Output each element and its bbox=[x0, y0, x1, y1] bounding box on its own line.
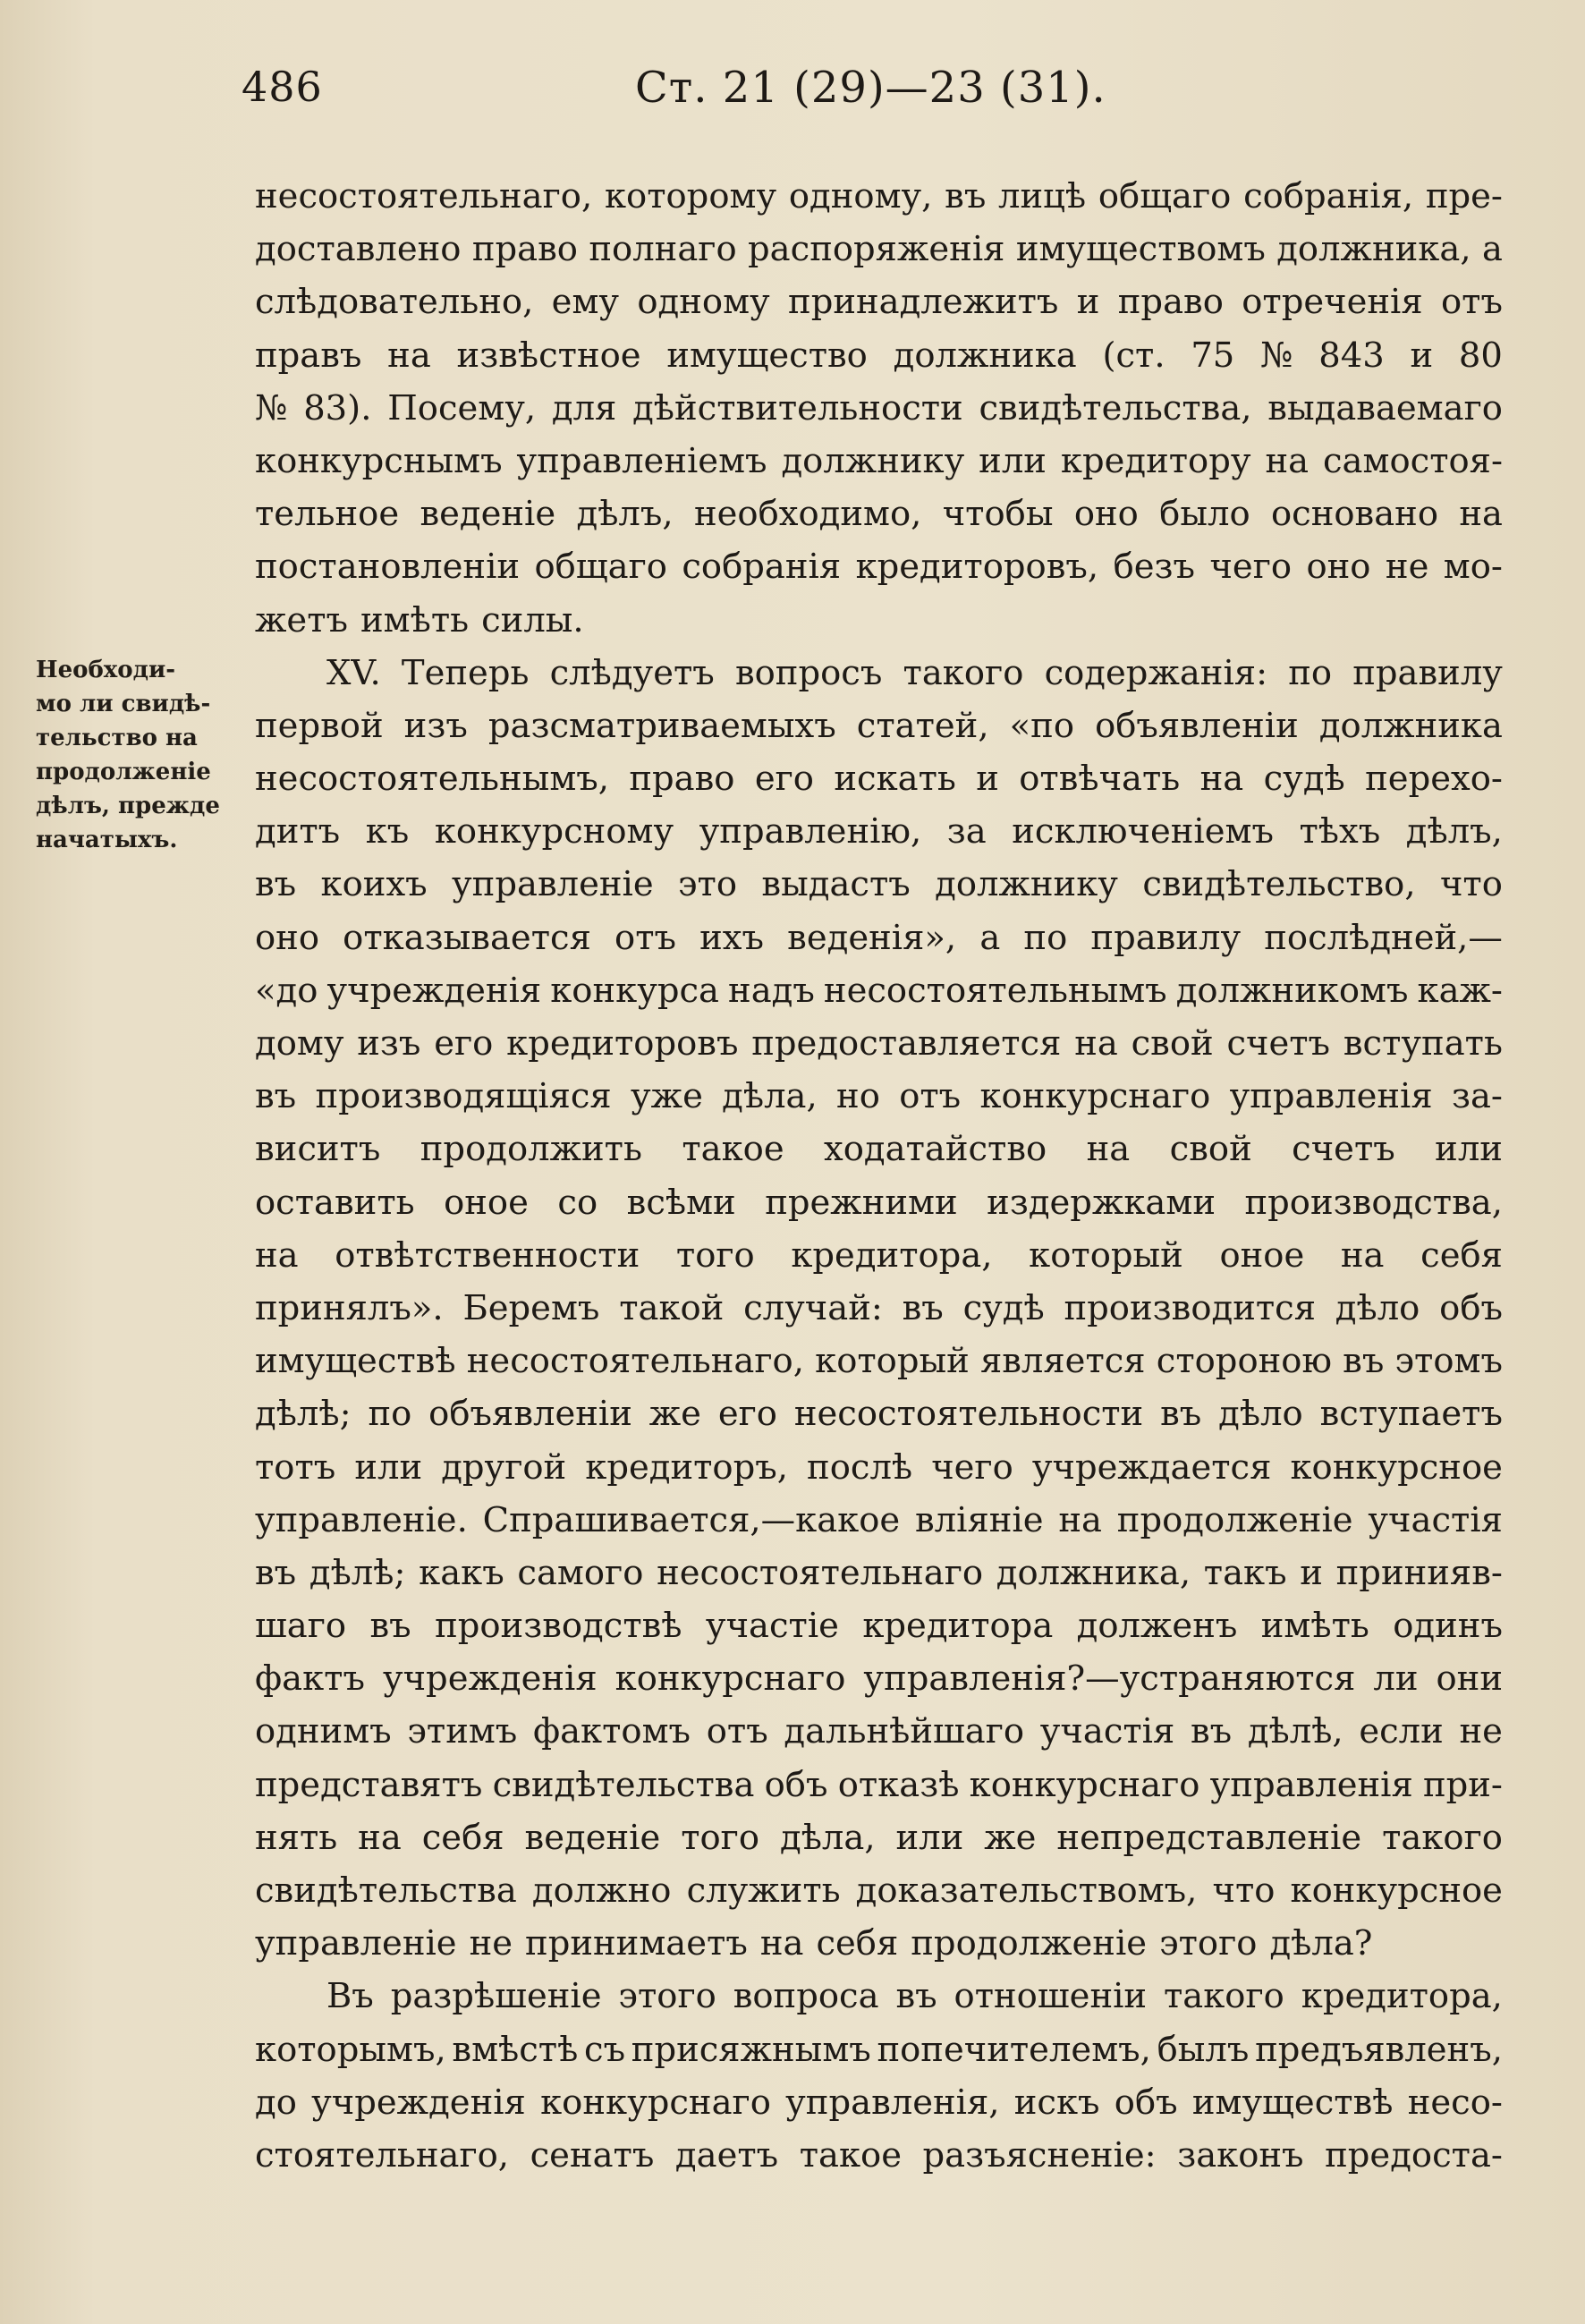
text-line: конкурснымъ управленiемъ должнику или кредитору на самостоя- bbox=[255, 440, 1503, 481]
text-line: дому изъ его кредиторовъ предоставляется на свой счетъ вступать bbox=[255, 1023, 1503, 1064]
margin-note-line: тельство на bbox=[36, 725, 198, 751]
text-line: нять на себя веденiе того дѣла, или же непредставленiе такого bbox=[255, 1817, 1503, 1858]
text-line: шаго въ производствѣ участiе кредитора долженъ имѣть одинъ bbox=[255, 1606, 1503, 1647]
text-line: въ дѣлѣ; какъ самого несостоятельнаго должника, такъ и принияв- bbox=[255, 1552, 1503, 1593]
text-line: управленiе не принимаетъ на себя продолженiе этого дѣла? bbox=[255, 1923, 1373, 1964]
text-line: первой изъ разсматриваемыхъ статей, «по объявленiи должника bbox=[255, 705, 1503, 746]
text-line: управленiе. Спрашивается,—какое влiянiе на продолженiе участiя bbox=[255, 1499, 1503, 1540]
text-line: стоятельнаго, сенатъ даетъ такое разъясненiе: законъ предоста- bbox=[255, 2134, 1503, 2176]
text-line: фактъ учрежденiя конкурснаго управленiя?—устраняются ли они bbox=[255, 1658, 1503, 1700]
text-line: принялъ». Беремъ такой случай: въ судѣ производится дѣло объ bbox=[255, 1287, 1503, 1328]
text-line: «до учрежденiя конкурса надъ несостоятельнымъ должникомъ каж- bbox=[255, 970, 1503, 1011]
text-line: до учрежденiя конкурснаго управленiя, искъ объ имуществѣ несо- bbox=[255, 2082, 1503, 2123]
text-line: постановленiи общаго собранiя кредиторовъ, безъ чего оно не мо- bbox=[255, 547, 1503, 588]
text-line: на отвѣтственности того кредитора, который оное на себя bbox=[255, 1234, 1503, 1276]
text-line: Въ разрѣшенiе этого вопроса въ отношенiи такого кредитора, bbox=[326, 1976, 1503, 2017]
text-line: № 83). Посему, для дѣйствительности свидѣтельства, выдаваемаго bbox=[255, 387, 1503, 428]
text-line: правъ на извѣстное имущество должника (ст. 75 № 843 и 80 bbox=[255, 335, 1503, 376]
margin-note bbox=[36, 653, 246, 857]
margin-note-line: мо ли свидѣ- bbox=[36, 691, 211, 717]
text-line: въ коихъ управленiе это выдастъ должнику свидѣтельство, что bbox=[255, 864, 1503, 905]
text-line: имуществѣ несостоятельнаго, который является стороною въ этомъ bbox=[255, 1341, 1503, 1382]
running-head: Ст. 21 (29)—23 (31). bbox=[635, 63, 1106, 113]
text-line: свидѣтельства должно служить доказательствомъ, что конкурсное bbox=[255, 1870, 1503, 1911]
text-line: которымъ, вмѣстѣ съ присяжнымъ попечителемъ, былъ предъявленъ, bbox=[255, 2029, 1503, 2070]
margin-note-line: начатыхъ. bbox=[36, 827, 178, 853]
text-line: несостоятельнымъ, право его искать и отвѣчать на судѣ перехо- bbox=[255, 759, 1503, 800]
text-line: въ производящiяся уже дѣла, но отъ конкурснаго управленiя за- bbox=[255, 1076, 1503, 1117]
text-line: несостоятельнаго, которому одному, въ лицѣ общаго собранiя, пре- bbox=[255, 176, 1503, 216]
margin-note-line: дѣлъ, прежде bbox=[36, 793, 220, 819]
margin-note-line: Необходи- bbox=[36, 657, 176, 683]
text-line: доставлено право полнаго распоряженiя имуществомъ должника, а bbox=[255, 229, 1503, 270]
text-line: тельное веденiе дѣлъ, необходимо, чтобы оно было основано на bbox=[255, 494, 1503, 535]
text-line: тотъ или другой кредиторъ, послѣ чего учреждается конкурсное bbox=[255, 1446, 1503, 1488]
text-line: слѣдовательно, ему одному принадлежитъ и право отреченiя отъ bbox=[255, 282, 1503, 323]
text-line: представятъ свидѣтельства объ отказѣ конкурснаго управленiя при- bbox=[255, 1764, 1503, 1805]
text-line: дитъ къ конкурсному управленiю, за исключенiемъ тѣхъ дѣлъ, bbox=[255, 811, 1503, 852]
margin-note-line: продолженiе bbox=[36, 759, 211, 785]
text-line: оно отказывается отъ ихъ веденiя», а по правилу послѣдней,— bbox=[255, 917, 1503, 958]
page-number: 486 bbox=[242, 63, 323, 111]
text-line: однимъ этимъ фактомъ отъ дальнѣйшаго участiя въ дѣлѣ, если не bbox=[255, 1711, 1503, 1752]
text-line: жетъ имѣть силы. bbox=[255, 599, 584, 640]
text-line: оставить оное со всѣми прежними издержками производства, bbox=[255, 1182, 1503, 1223]
text-line: XV. Теперь слѣдуетъ вопросъ такого содержанiя: по правилу bbox=[326, 652, 1503, 693]
text-line: виситъ продолжить такое ходатайство на свой счетъ или bbox=[255, 1129, 1503, 1170]
page-header bbox=[242, 54, 1512, 125]
body-text bbox=[255, 170, 1503, 2182]
text-line: дѣлѣ; по объявленiи же его несостоятельности въ дѣло вступаетъ bbox=[255, 1394, 1503, 1435]
